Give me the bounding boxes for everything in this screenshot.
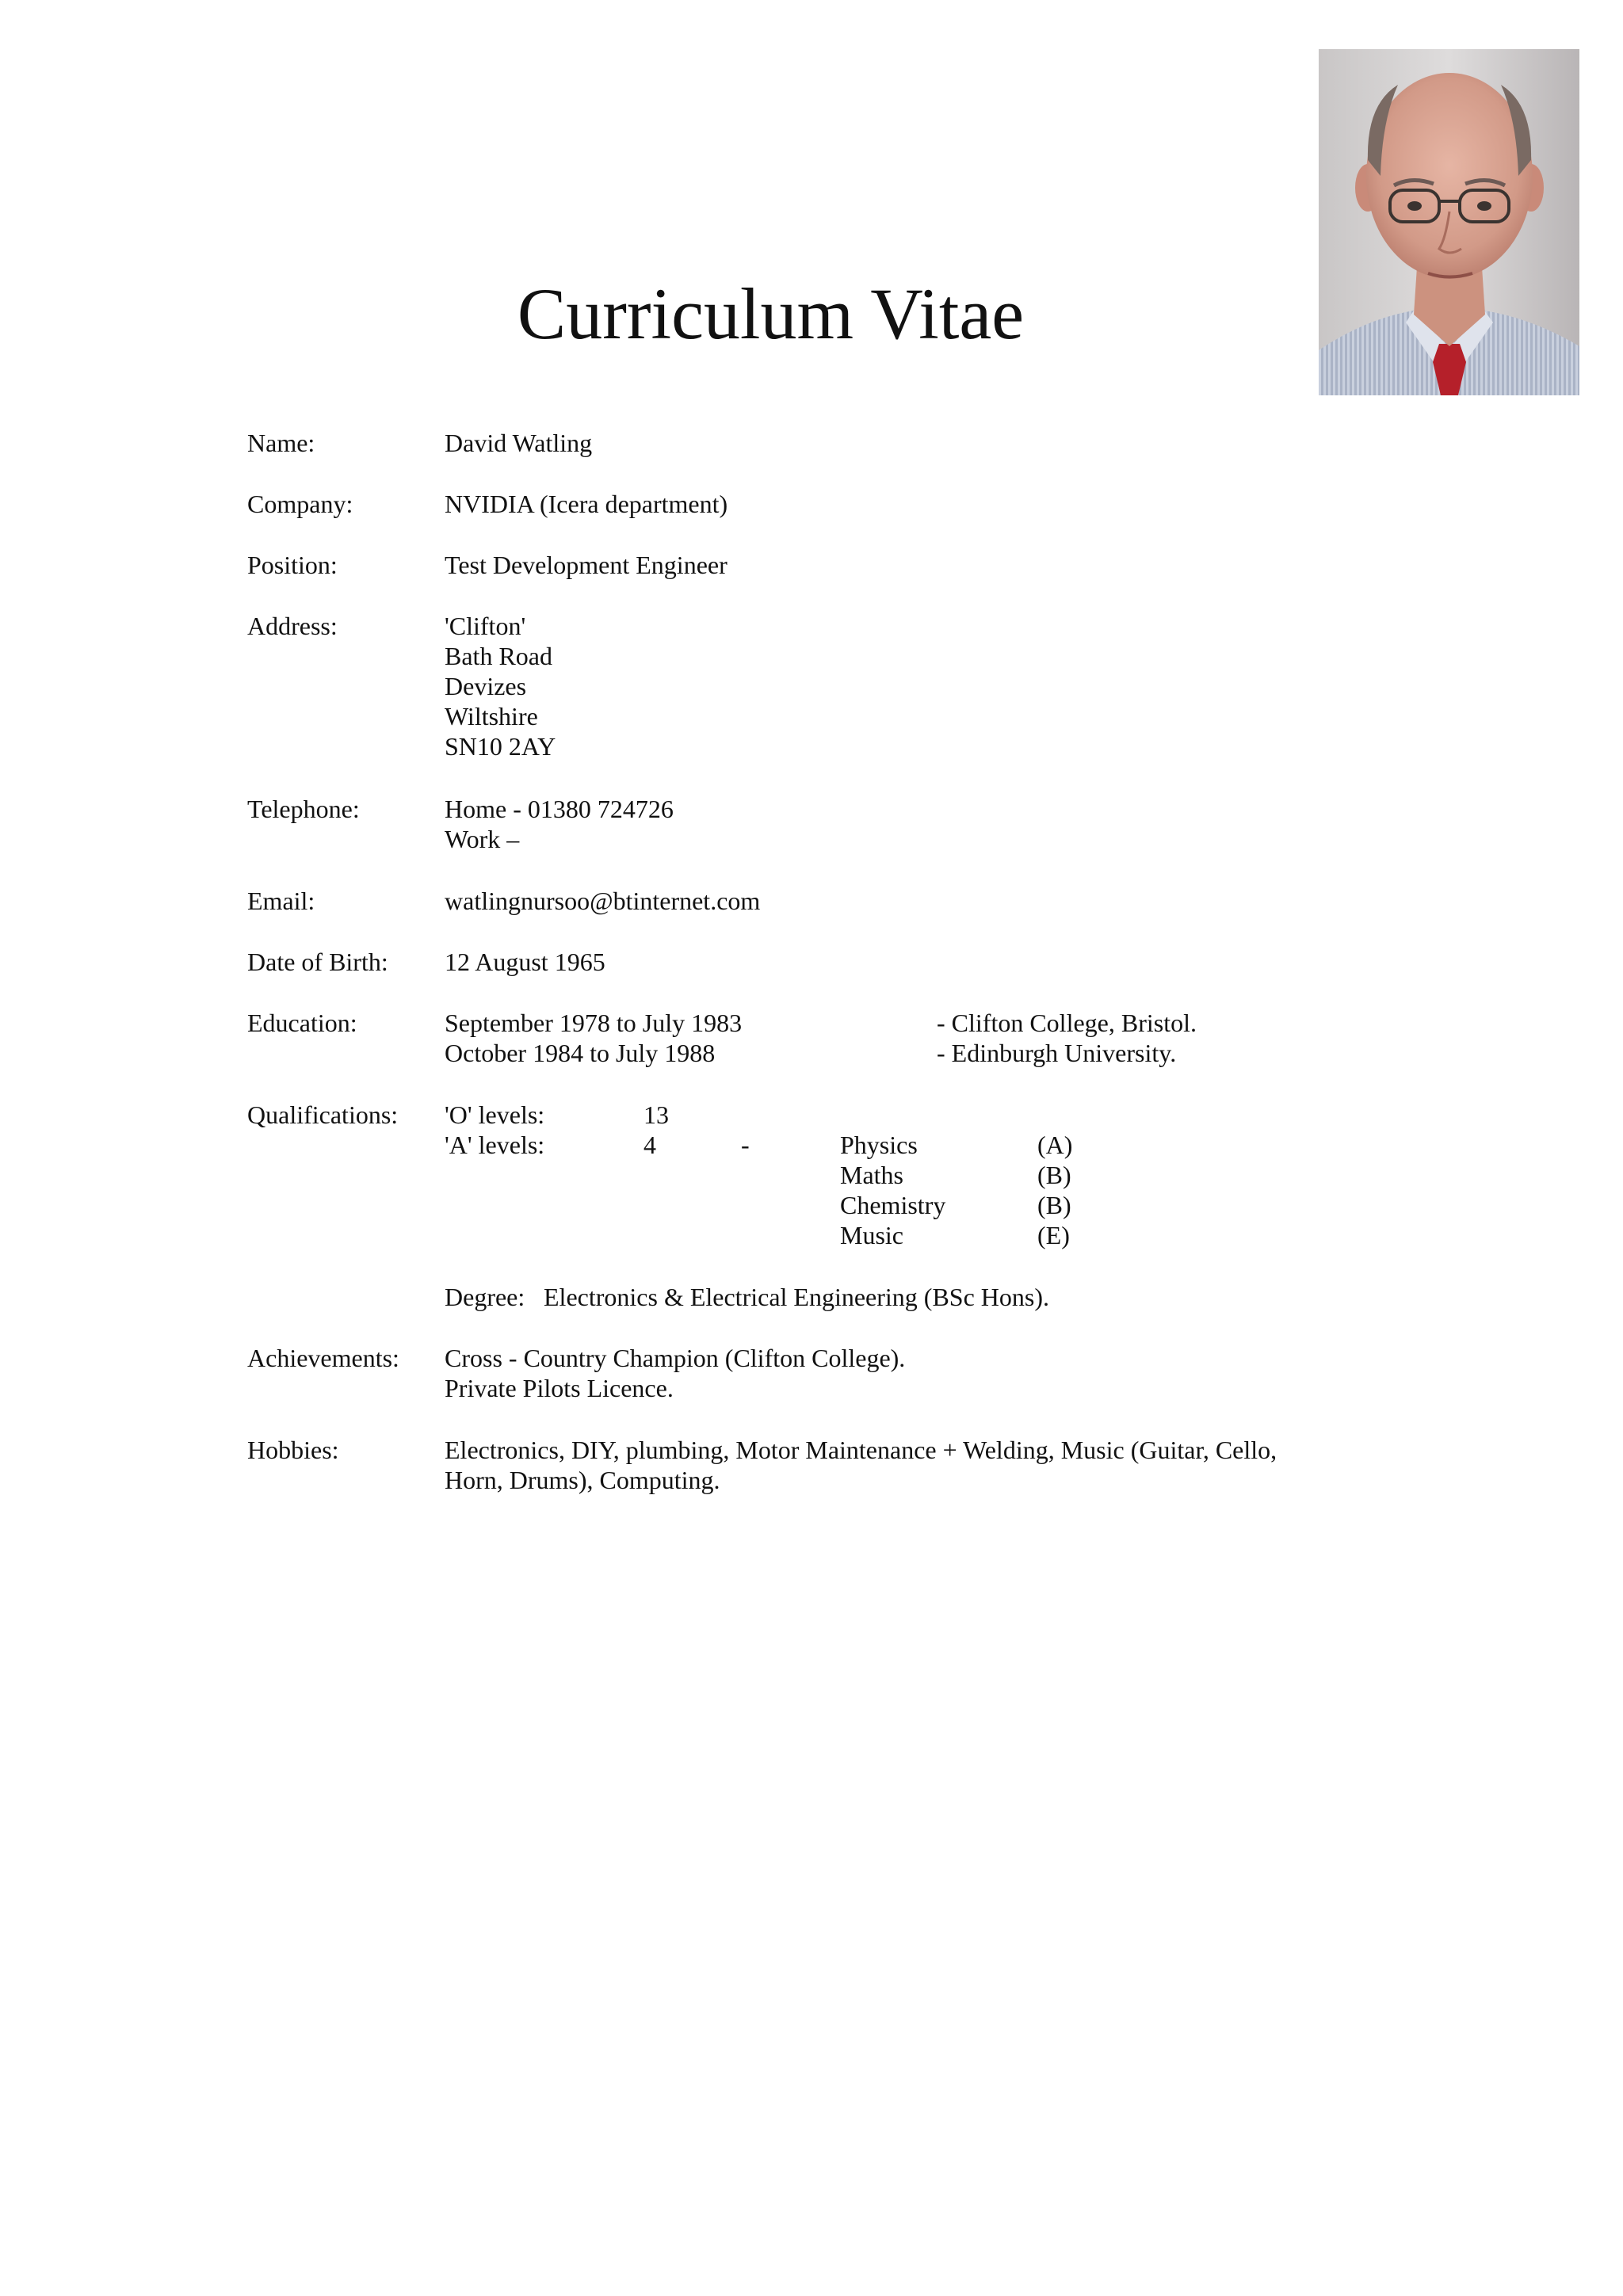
a-level-grade: (B) [1037,1191,1071,1219]
o-levels-count: 13 [643,1100,669,1129]
a-levels-dash: - [741,1131,750,1159]
telephone-work: Work – [445,825,520,853]
a-level-subject: Physics [840,1131,918,1159]
hobbies-line: Electronics, DIY, plumbing, Motor Maintenance + Welding, Music (Guitar, Cello, [445,1436,1277,1464]
achievement-item: Private Pilots Licence. [445,1374,674,1402]
achievement-item: Cross - Country Champion (Clifton College). [445,1344,906,1372]
position-value: Test Development Engineer [445,551,727,579]
company-value: NVIDIA (Icera department) [445,490,728,518]
o-levels-label: 'O' levels: [445,1100,545,1129]
a-levels-label: 'A' levels: [445,1131,545,1159]
name-value: David Watling [445,429,593,457]
name-label: Name: [247,429,315,457]
a-level-grade: (A) [1037,1131,1073,1159]
email-value: watlingnursoo@btinternet.com [445,887,761,915]
achievements-value [445,1343,905,1403]
telephone-value [445,794,674,854]
a-level-subject: Music [840,1221,903,1249]
position-label: Position: [247,551,338,579]
education-label: Education: [247,1009,357,1037]
hobbies-value [445,1435,1277,1495]
education-place: - Edinburgh University. [937,1039,1177,1067]
company-label: Company: [247,490,353,518]
telephone-label: Telephone: [247,795,360,823]
education-place: - Clifton College, Bristol. [937,1009,1197,1037]
hobbies-line: Horn, Drums), Computing. [445,1466,720,1494]
education-period: September 1978 to July 1983 [445,1009,743,1037]
dob-label: Date of Birth: [247,948,388,976]
address-line: SN10 2AY [445,732,556,761]
address-line: 'Clifton' [445,612,526,640]
email-label: Email: [247,887,315,915]
degree-value: Electronics & Electrical Engineering (BSc Hons). [544,1283,1050,1311]
a-level-grade: (B) [1037,1161,1071,1189]
address-line: Devizes [445,672,527,700]
achievements-label: Achievements: [247,1344,399,1372]
education-period: October 1984 to July 1988 [445,1039,716,1067]
a-level-grade: (E) [1037,1221,1070,1249]
a-level-subject: Maths [840,1161,903,1189]
a-level-subject: Chemistry [840,1191,946,1219]
page-title: Curriculum Vitae [517,273,1025,354]
address-value [445,611,556,761]
a-levels-count: 4 [643,1131,656,1159]
telephone-home: Home - 01380 724726 [445,795,674,823]
address-line: Wiltshire [445,702,538,730]
dob-value: 12 August 1965 [445,948,605,976]
hobbies-label: Hobbies: [247,1436,339,1464]
qualifications-label: Qualifications: [247,1100,399,1129]
degree-label: Degree: [445,1283,525,1311]
address-line: Bath Road [445,642,552,670]
address-label: Address: [247,612,338,640]
